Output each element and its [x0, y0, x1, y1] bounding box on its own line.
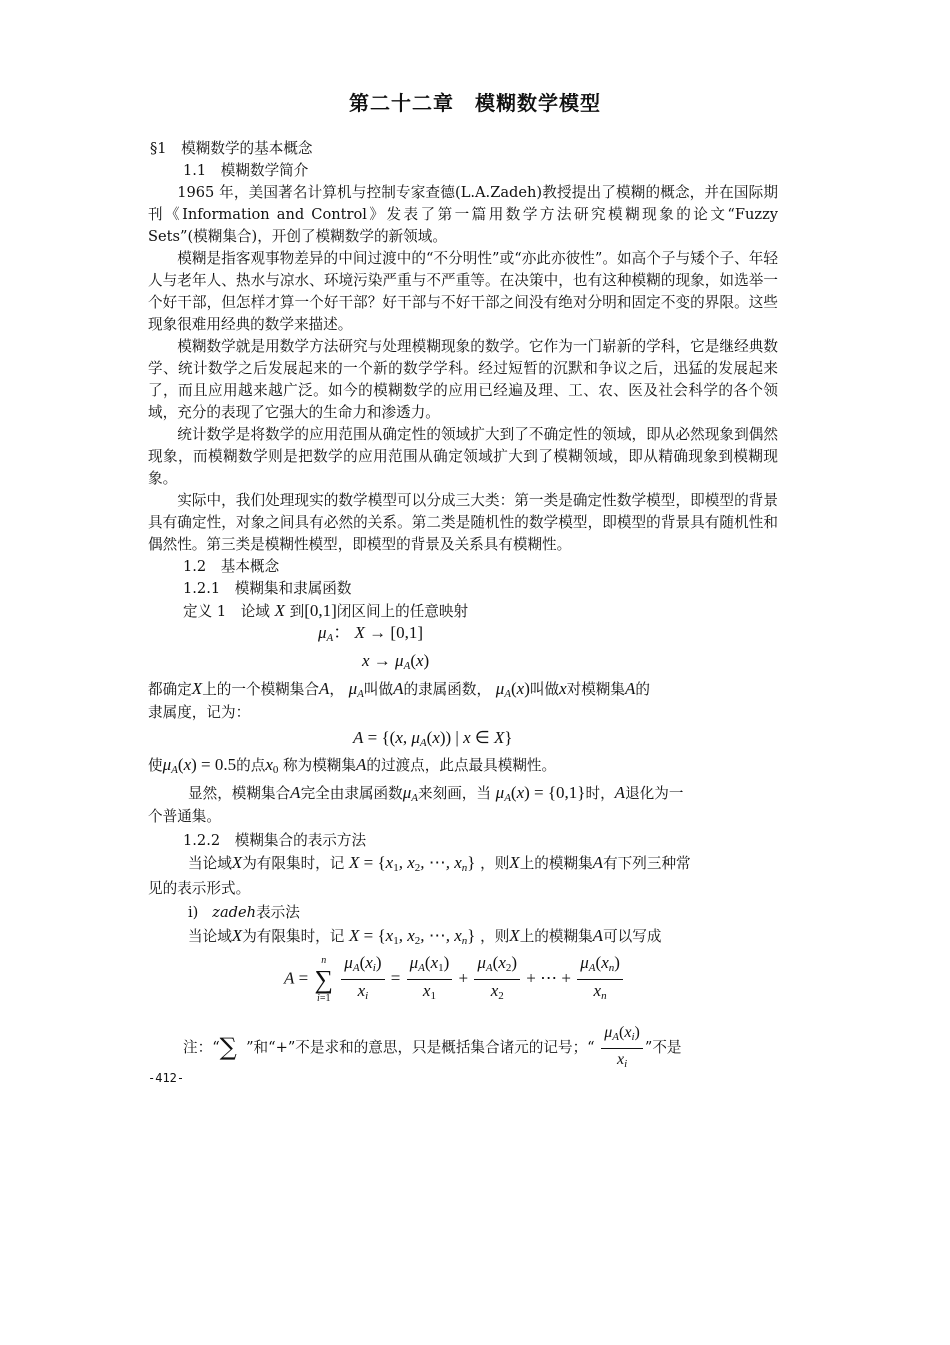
set-definition-formula: A = {(x, $\mu_A(x)$) | x ∈ X}: [353, 728, 513, 749]
page-number: -412-: [148, 1071, 185, 1085]
representation-intro-line-2: 见的表示形式。: [148, 880, 251, 897]
transition-point-text: 使$\mu_A(x) = 0.5$的点$x_0$ 称为模糊集A的过渡点，此点最具模糊性。: [148, 755, 557, 776]
mapping-formula-2: $x \to \mu_A(x)$: [362, 651, 430, 672]
paragraph-fuzziness: 模糊是指客观事物差异的中间过渡中的“不分明性”或“亦此亦彼性”。如高个子与矮个子、年轻人与老年人、热水与凉水、环境污染严重与不严重等。在决策中，也有这种模糊的现象，如选举一个好干部，但怎样才算一个好干部？好干部与不好干部之间没有绝对分明和固定不变的界限。这些现象很难用经典的数学来描述。: [148, 250, 778, 333]
ordinary-set-text-line-1: 显然，模糊集合A完全由隶属函数$\mu_A$来刻画，当 $\mu_A(x) = \{0,1\}$时，A退化为一: [188, 783, 684, 804]
subsection-heading-1-2-2: 1.2.2 模糊集合的表示方法: [183, 832, 367, 849]
chapter-title: 第二十二章 模糊数学模型: [349, 91, 601, 115]
zadeh-formula: A = n ∑ i=1 $\frac{\mu_A(x_i)}{x_i}$ = $\frac{\mu_A(x_1)}{x_1}$ + $\frac{\mu_A(x_2)}{x_2}$ + ⋯ + $\frac{\mu_A(x_n)}{x_n}$: [284, 952, 625, 1007]
definition-1: 定义 1 论域 X 到[0,1]闭区间上的任意映射: [183, 601, 469, 620]
list-item-zadeh: i) zadeh表示法: [188, 904, 300, 921]
subsection-heading-1-2: 1.2 基本概念: [183, 558, 280, 575]
section-heading-1: §1 模糊数学的基本概念: [150, 140, 313, 157]
subsection-heading-1-1: 1.1 模糊数学简介: [183, 162, 309, 179]
membership-text-line-1: 都确定X上的一个模糊集合A， $\mu_A$叫做A的隶属函数， $\mu_A(x)$叫做x对模糊集A的: [148, 679, 650, 700]
definition-label: 定义 1 论域: [183, 603, 270, 620]
representation-intro-line-1: 当论域X为有限集时，记 $X = \{x_1$, $x_2$, ⋯, $x_n$} ，则X上的模糊集A有下列三种常: [188, 853, 691, 874]
mapping-formula-1: $\mu_A$： X → [0,1]: [318, 623, 423, 644]
paragraph-intro: 1965 年，美国著名计算机与控制专家查德(L.A.Zadeh)教授提出了模糊的概念，并在国际期刊《Information and Control》发表了第一篇用数学方法研究模糊现象的论文“Fuzzy Sets”(模糊集合)，开创了模糊数学的新领域。: [148, 184, 778, 245]
membership-text-line-2: 隶属度，记为：: [148, 704, 251, 721]
paragraph-fuzzy-math: 模糊数学就是用数学方法研究与处理模糊现象的数学。它作为一门崭新的学科，它是继经典数学、统计数学之后发展起来的一个新的数学学科。经过短暂的沉默和争议之后，迅猛的发展起来了，而且应用越来越广泛。如今的模糊数学的应用已经遍及理、工、农、医及社会科学的各个领域，充分的表现了它强大的生命力和渗透力。: [148, 338, 778, 421]
zadeh-intro-text: 当论域X为有限集时，记 $X = \{x_1$, $x_2$, ⋯, $x_n$} ，则X上的模糊集A可以写成: [188, 926, 662, 947]
paragraph-statistics: 统计数学是将数学的应用范围从确定性的领域扩大到了不确定性的领域，即从必然现象到偶然现象，而模糊数学则是把数学的应用范围从确定领域扩大到了模糊领域，即从精确现象到模糊现象。: [148, 426, 778, 487]
paragraph-model-types: 实际中，我们处理现实的数学模型可以分成三大类：第一类是确定性数学模型，即模型的背景具有确定性，对象之间具有必然的关系。第二类是随机性的数学模型，即模型的背景具有随机性和偶然性。第三类是模糊性模型，即模型的背景及关系具有模糊性。: [148, 492, 778, 553]
ordinary-set-text-line-2: 个普通集。: [148, 808, 221, 825]
note-text: 注：“∑ ”和“+”不是求和的意思，只是概括集合诸元的记号；“ $\frac{\mu_A(x_i)}{x_i}$ ”不是: [183, 1024, 682, 1070]
subsection-heading-1-2-1: 1.2.1 模糊集和隶属函数: [183, 580, 352, 597]
